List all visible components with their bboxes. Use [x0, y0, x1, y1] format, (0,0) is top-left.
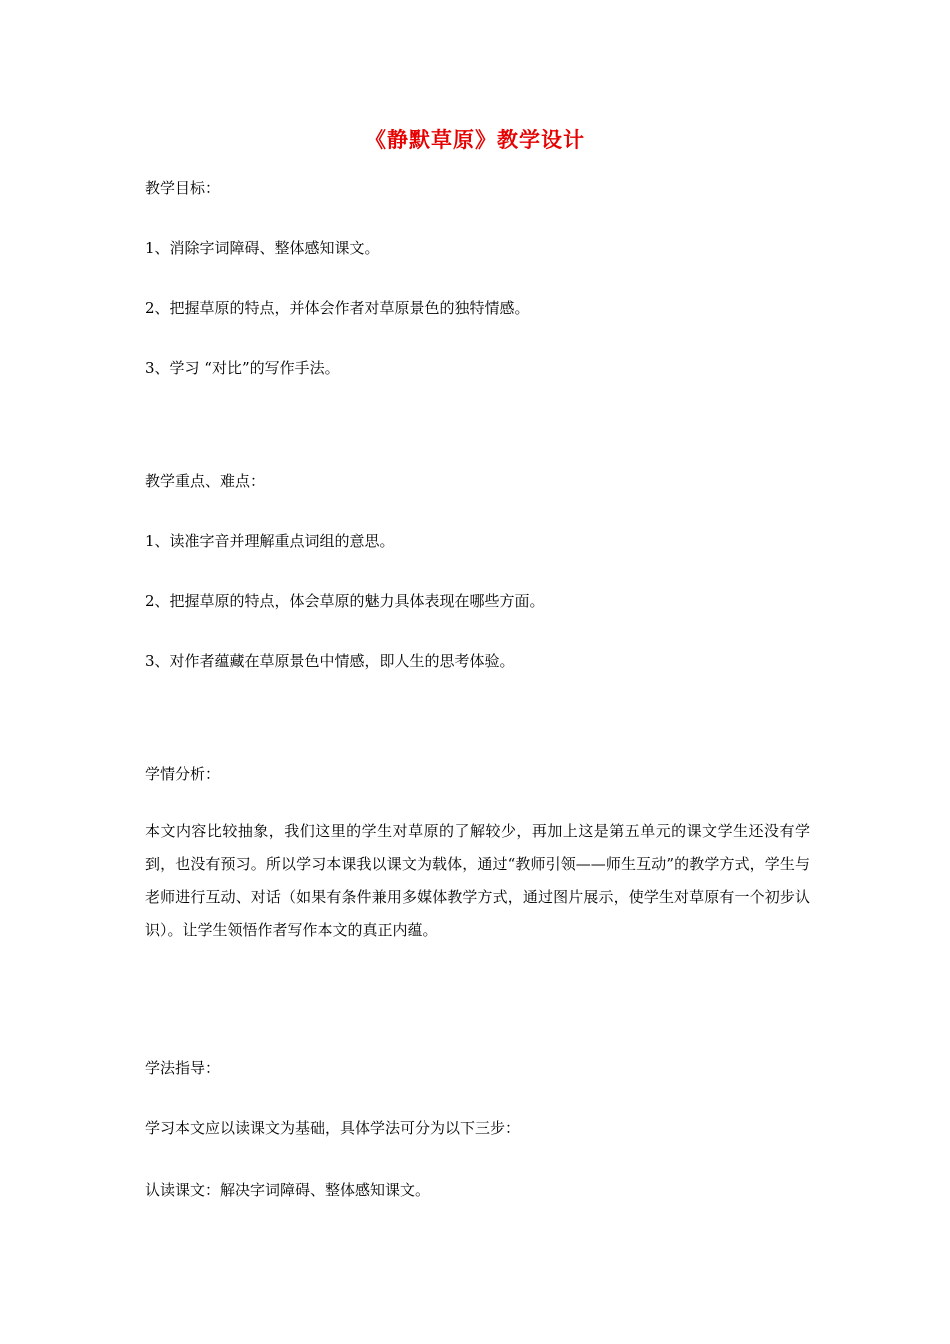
objective-item-2: 2、把握草原的特点，并体会作者对草原景色的独特情感。 [145, 299, 530, 317]
objective-item-1: 1、消除字词障碍、整体感知课文。 [145, 239, 380, 257]
guidance-step-1: 认读课文：解决字词障碍、整体感知课文。 [145, 1181, 431, 1199]
guidance-intro: 学习本文应以读课文为基础，具体学法可分为以下三步： [145, 1119, 521, 1137]
key-point-item-1: 1、读准字音并理解重点词组的意思。 [145, 532, 395, 550]
document-title: 《静默草原》教学设计 [365, 128, 585, 152]
analysis-heading: 学情分析： [145, 765, 221, 783]
key-points-heading: 教学重点、难点： [145, 472, 266, 490]
guidance-heading: 学法指导： [145, 1059, 221, 1077]
key-point-item-3: 3、对作者蕴藏在草原景色中情感，即人生的思考体验。 [145, 652, 515, 670]
objective-item-3: 3、学习 “对比”的写作手法。 [145, 359, 340, 377]
analysis-paragraph: 本文内容比较抽象，我们这里的学生对草原的了解较少，再加上这是第五单元的课文学生还没有学到，也没有预习。所以学习本课我以课文为载体，通过“教师引领——师生互动”的教学方式，学生与老师进行互动、对话（如果有条件兼用多媒体教学方式，通过图片展示，使学生对草原有一个初步认识）。让学生领悟作者写作本文的真正内蕴。 [145, 822, 810, 939]
objectives-heading: 教学目标： [145, 179, 221, 197]
key-point-item-2: 2、把握草原的特点，体会草原的魅力具体表现在哪些方面。 [145, 592, 545, 610]
